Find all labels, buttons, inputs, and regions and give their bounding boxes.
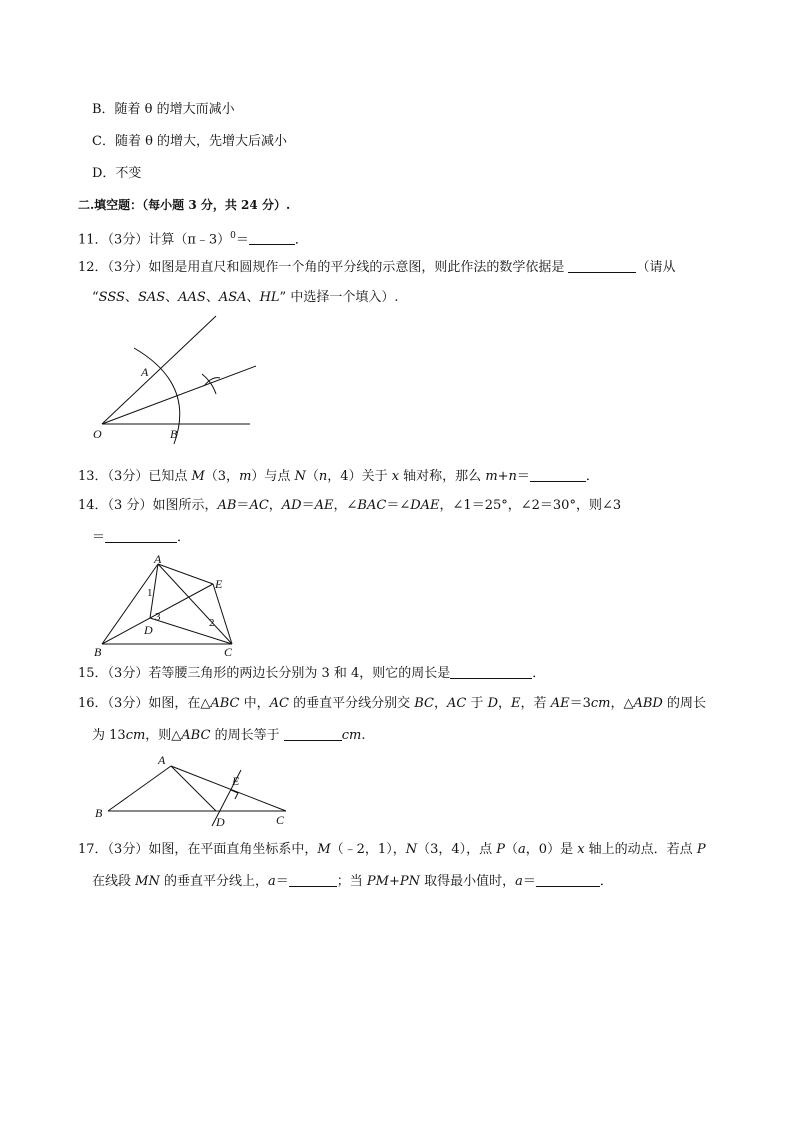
question-14: 14．（3 分）如图所示，AB＝AC，AD＝AE，∠BAC＝∠DAE，∠1＝25°，∠2＝30°，则∠3 bbox=[78, 498, 622, 513]
option-d: D．不变 bbox=[92, 166, 142, 181]
answer-blank-17b[interactable] bbox=[536, 872, 600, 887]
point-c-label: C bbox=[276, 813, 285, 827]
option-c: C．随着 θ 的增大，先增大后减小 bbox=[92, 134, 288, 149]
angle-3-label: 3 bbox=[155, 611, 161, 623]
segment-ec bbox=[213, 584, 232, 644]
point-e-label: E bbox=[232, 774, 240, 788]
question-14-line2: ＝ ． bbox=[92, 530, 191, 545]
point-b-label: B bbox=[95, 806, 103, 820]
angle-2-label: 2 bbox=[209, 617, 215, 629]
segment-ad bbox=[171, 766, 216, 811]
segment-ae bbox=[158, 564, 213, 584]
triangle-figure-14 bbox=[92, 552, 242, 658]
answer-blank-17a[interactable] bbox=[289, 872, 337, 887]
answer-blank-12[interactable] bbox=[568, 258, 636, 273]
triangle-figure-16 bbox=[92, 752, 297, 832]
question-16: 16．（3分）如图，在△ABC 中，AC 的垂直平分线分别交 BC，AC 于 D，E，若 AE＝3cm，△ABD 的周长 bbox=[78, 696, 706, 711]
answer-blank-16[interactable] bbox=[284, 726, 342, 741]
answer-blank-14[interactable] bbox=[105, 528, 177, 543]
answer-blank-11[interactable] bbox=[249, 230, 295, 245]
point-d-label: D bbox=[144, 623, 153, 637]
question-13: 13．（3分）已知点 M（3，m）与点 N（n，4）关于 x 轴对称，那么 m+n＝ ． bbox=[78, 469, 599, 484]
point-b-label: B bbox=[94, 645, 102, 659]
question-17-line2: 在线段 MN 的垂直平分线上，a＝ ；当 PM+PN 取得最小值时，a＝ ． bbox=[92, 874, 613, 889]
question-12-line2: “SSS、SAS、AAS、ASA、HL” 中选择一个填入）. bbox=[92, 290, 399, 305]
angle-bisector-figure bbox=[90, 312, 260, 444]
point-a-label: A bbox=[141, 365, 149, 379]
question-15: 15．（3分）若等腰三角形的两边长分别为 3 和 4，则它的周长是 ． bbox=[78, 666, 546, 681]
point-d-label: D bbox=[216, 815, 225, 829]
upper-ray bbox=[102, 316, 216, 424]
segment-ab bbox=[108, 766, 171, 811]
angle-1-label: 1 bbox=[147, 587, 153, 599]
segment-ac bbox=[171, 766, 286, 811]
point-a-label: A bbox=[154, 552, 162, 566]
bisector-ray bbox=[102, 366, 256, 424]
point-b-label: B bbox=[170, 427, 178, 441]
point-a-label: A bbox=[158, 753, 166, 767]
question-12: 12．（3分）如图是用直尺和圆规作一个角的平分线的示意图，则此作法的数学依据是 （请从 bbox=[78, 260, 676, 275]
question-11: 11．（3分）计算（π﹣3）$^0$＝ ． bbox=[78, 231, 308, 248]
answer-blank-15[interactable] bbox=[450, 664, 532, 679]
question-17: 17．（3分）如图，在平面直角坐标系中，M（﹣2，1），N（3，4），点 P（a，0）是 x 轴上的动点．若点 P bbox=[78, 842, 706, 857]
section-title: 二.填空题：（每小题 3 分，共 24 分）. bbox=[78, 198, 291, 212]
point-o-label: O bbox=[93, 427, 102, 441]
option-b: B．随着 θ 的增大而减小 bbox=[92, 102, 235, 117]
question-16-line2: 为 13cm，则△ABC 的周长等于 cm. bbox=[92, 728, 366, 743]
answer-blank-13[interactable] bbox=[530, 467, 586, 482]
point-e-label: E bbox=[215, 577, 223, 591]
point-c-label: C bbox=[224, 645, 233, 659]
